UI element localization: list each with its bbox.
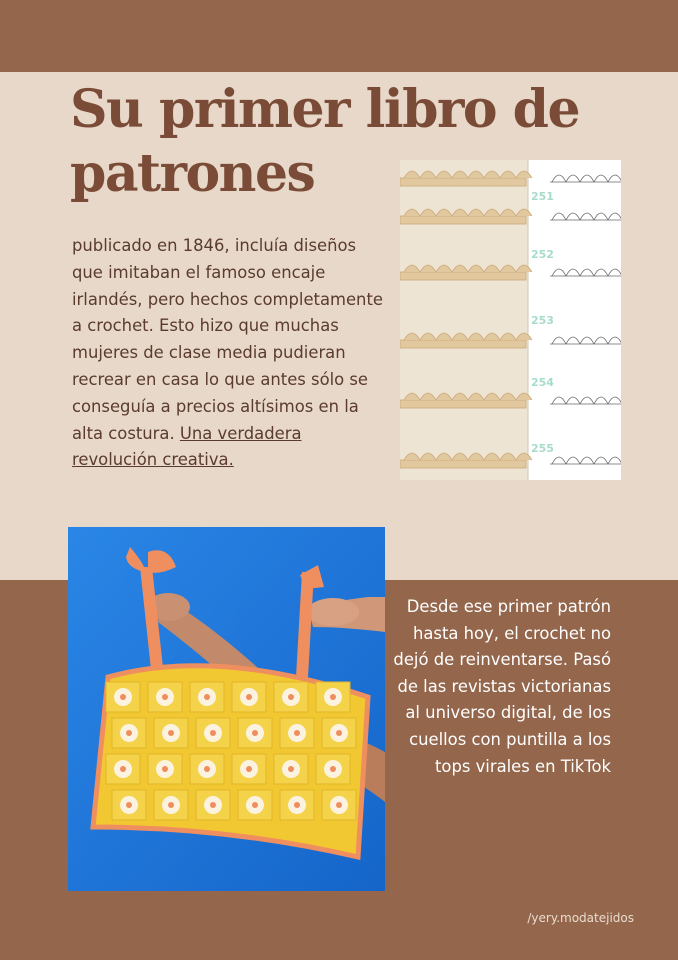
crochet-top-photo <box>68 527 385 891</box>
pattern-number-252: 252 <box>531 248 554 261</box>
top-band <box>0 0 678 72</box>
author-credit: /yery.modatejidos <box>527 911 634 925</box>
page-title: Su primer libro de patrones <box>70 79 580 204</box>
closing-paragraph: Desde ese primer patrón hasta hoy, el crochet no dejó de reinventarse. Pasó de las revistas victorianas al universo digital, de los cuellos con puntilla a los tops virales en TikTok <box>393 597 611 776</box>
pattern-number-251: 251 <box>531 190 554 203</box>
intro-paragraph <box>72 233 390 474</box>
lace-patterns-image <box>400 160 621 480</box>
pattern-number-254: 254 <box>531 376 554 389</box>
pattern-number-253: 253 <box>531 314 554 327</box>
revolution-link[interactable]: Una verdadera revolución creativa. <box>72 423 302 470</box>
pattern-number-255: 255 <box>531 442 554 455</box>
intro-text: publicado en 1846, incluía diseños que imitaban el famoso encaje irlandés, pero hechos completamente a crochet. Esto hizo que muchas mujeres de clase media pudieran recrear en casa lo que antes sólo se conseguía a precios altísimos en la alta costura. <box>72 236 383 443</box>
